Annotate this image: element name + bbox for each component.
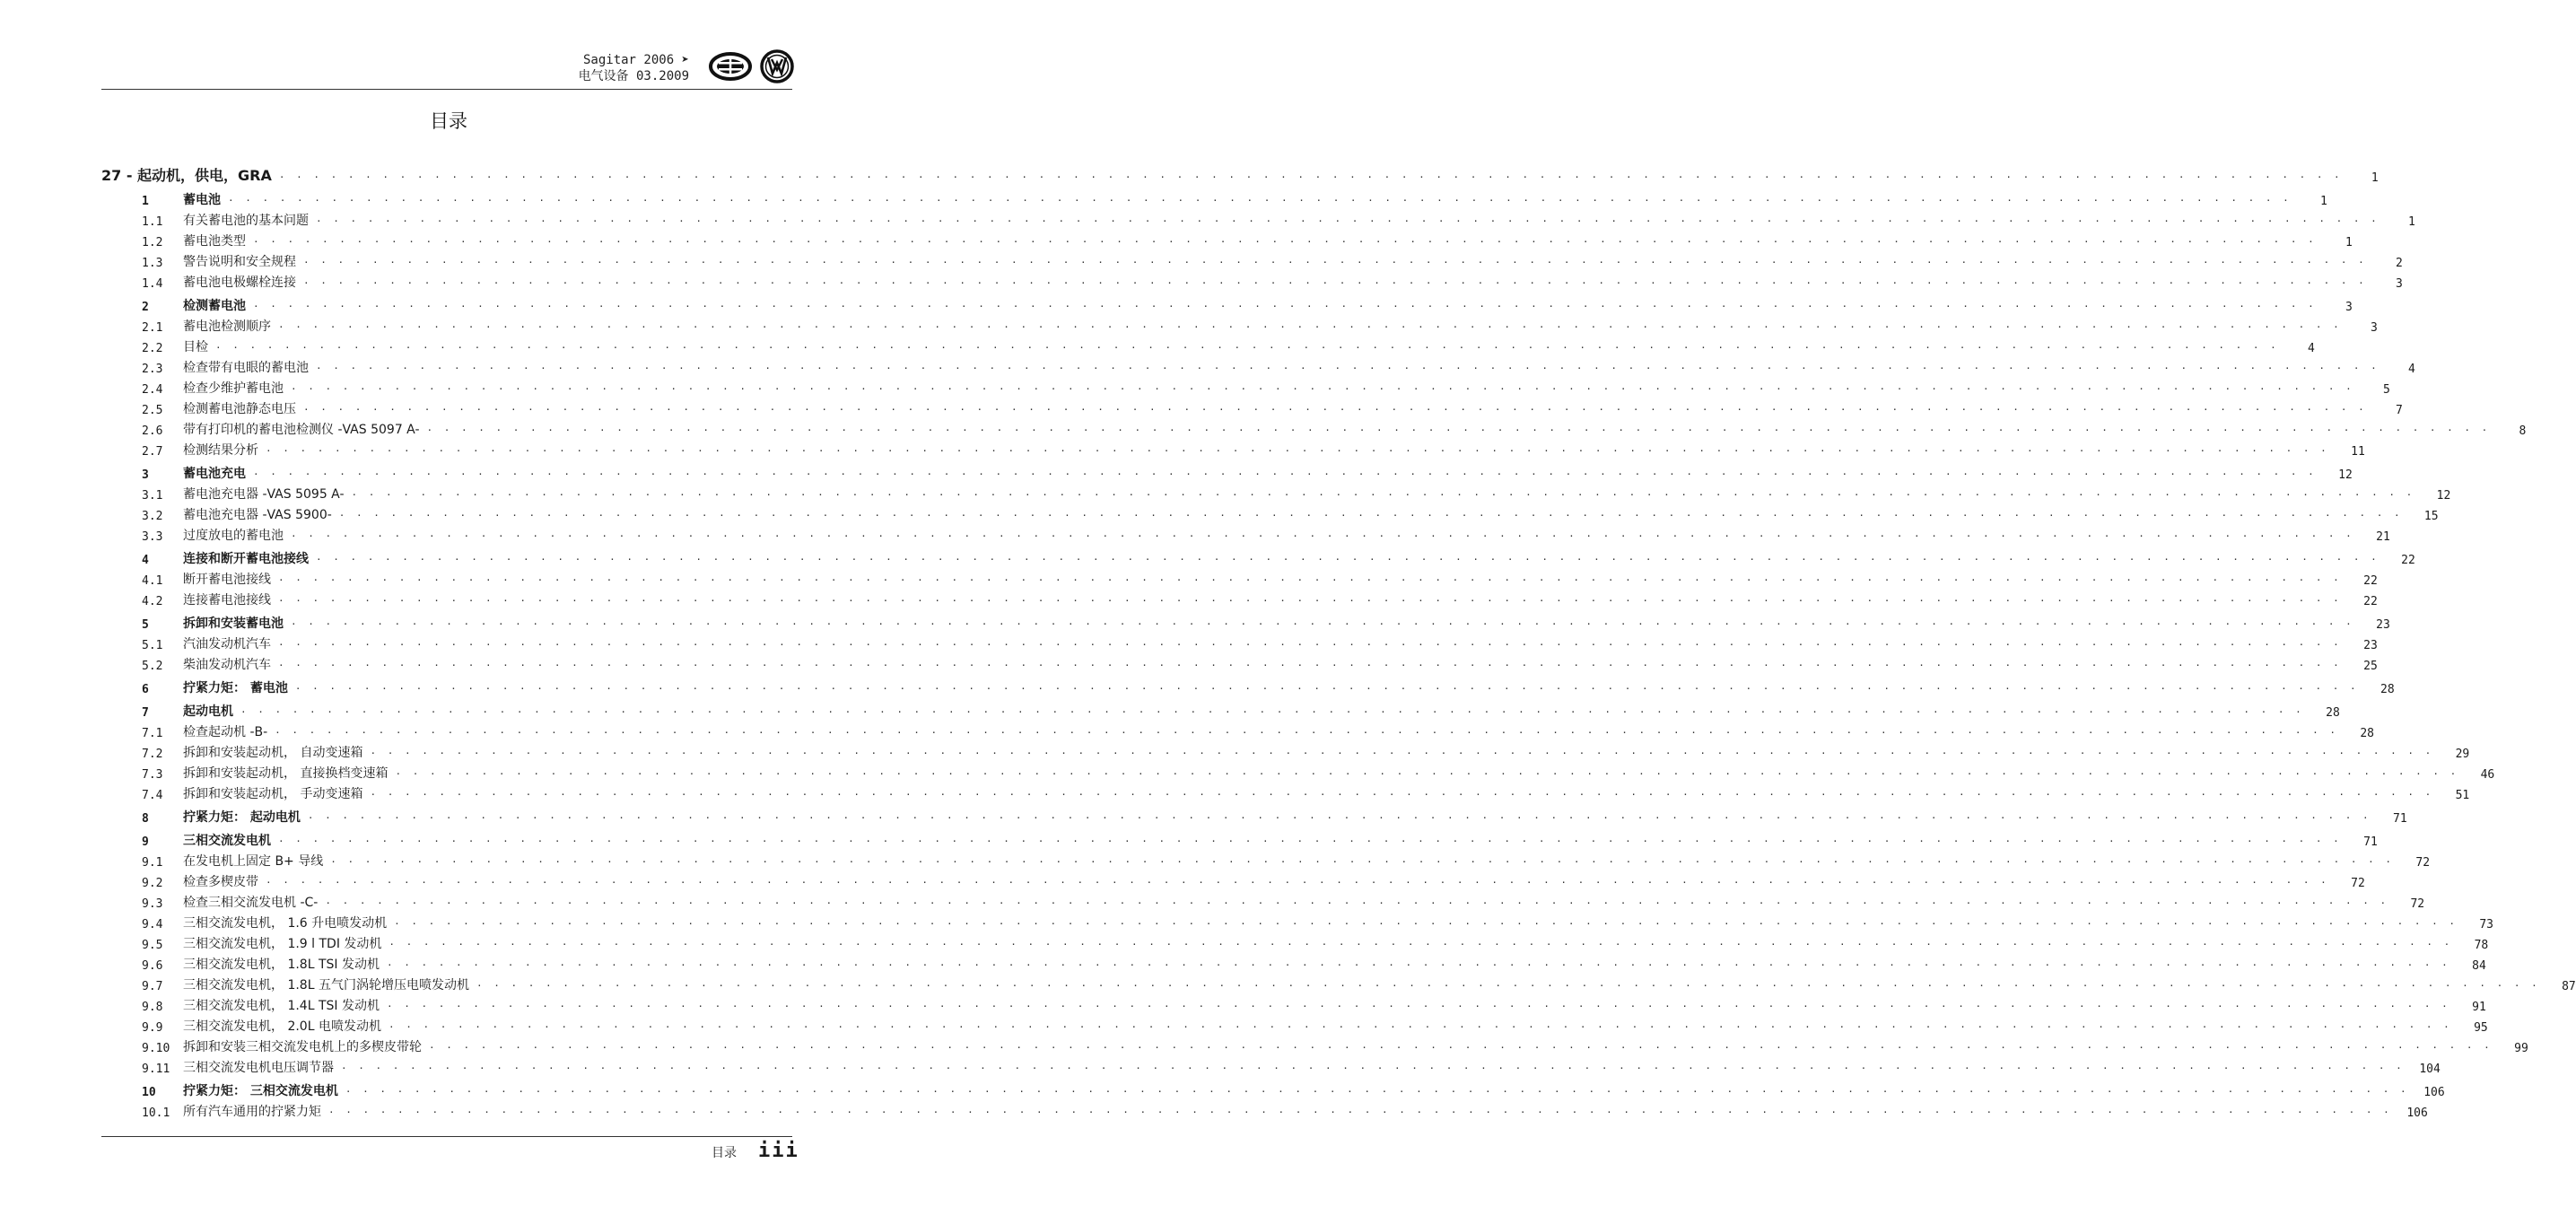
toc-dot-leader: . . . . . . . . . . . . . . . . . . . . . . . . . . . . . . . . . . . . . . . . . . . . . . . . . . . . . . . . . . . . . . . . . . . . . . . . . . . . . . . . . . . . . . . . . . . . . . . . . . . . . . . . . . . . . . . . . . . . . . . . xyxy=(370,745,2434,757)
toc-entry-title: 柴油发动机汽车 xyxy=(183,658,271,672)
toc-entry[interactable] xyxy=(101,567,2378,588)
table-of-contents xyxy=(101,156,2576,1120)
toc-entry-page: 72 xyxy=(2415,856,2431,870)
toc-dot-leader: . . . . . . . . . . . . . . . . . . . . . . . . . . . . . . . . . . . . . . . . . . . . . . . . . . . . . . . . . . . . . . . . . . . . . . . . . . . . . . . . . . . . . . . . . . . . . . . . . . . . . . . . . . . . . . . . . . . . . . . . xyxy=(291,616,2354,627)
toc-entry-number: 9 xyxy=(142,835,149,849)
toc-dot-leader: . . . . . . . . . . . . . . . . . . . . . . . . . . . . . . . . . . . . . . . . . . . . . . . . . . . . . . . . . . . . . . . . . . . . . . . . . . . . . . . . . . . . . . . . . . . . . . . . . . . . . . . . . . . . . . . . . . . . . . . . xyxy=(426,422,2491,433)
toc-entry-page: 91 xyxy=(2472,1001,2486,1014)
toc-entry-number: 7.2 xyxy=(142,748,163,761)
toc-entry-number: 7.1 xyxy=(142,727,163,740)
toc-dot-leader: . . . . . . . . . . . . . . . . . . . . . . . . . . . . . . . . . . . . . . . . . . . . . . . . . . . . . . . . . . . . . . . . . . . . . . . . . . . . . . . . . . . . . . . . . . . . . . . . . . . . . . . . . . . . . . . . . . . . . . . . xyxy=(303,401,2367,413)
toc-entry-title: 三相交流发电机， 1.9 l TDI 发动机 xyxy=(183,937,382,951)
toc-entry-title: 过度放电的蓄电池 xyxy=(183,529,284,543)
toc-entry[interactable] xyxy=(101,291,2353,314)
toc-entry[interactable] xyxy=(101,931,2489,952)
toc-entry[interactable] xyxy=(101,802,2407,826)
toc-dot-leader: . . . . . . . . . . . . . . . . . . . . . . . . . . . . . . . . . . . . . . . . . . . . . . . . . . . . . . . . . . . . . . . . . . . . . . . . . . . . . . . . . . . . . . . . . . . . . . . . . . . . . . . . . . . . . . . . . . . . . . . . xyxy=(388,1019,2452,1030)
toc-entry-number: 9.4 xyxy=(142,918,163,931)
toc-entry-title: 检测蓄电池静态电压 xyxy=(183,402,296,416)
toc-entry-page: 1 xyxy=(2407,215,2415,229)
toc-entry-number: 4.1 xyxy=(142,574,163,588)
toc-entry-title: 汽油发动机汽车 xyxy=(183,637,271,652)
toc-entry-number: 3.2 xyxy=(142,510,163,523)
toc-entry-page: 2 xyxy=(2395,257,2403,270)
toc-entry-title: 三相交流发电机， 1.8L TSI 发动机 xyxy=(183,958,380,972)
toc-entry-title: 连接蓄电池接线 xyxy=(183,593,271,608)
toc-dot-leader: . . . . . . . . . . . . . . . . . . . . . . . . . . . . . . . . . . . . . . . . . . . . . . . . . . . . . . . . . . . . . . . . . . . . . . . . . . . . . . . . . . . . . . . . . . . . . . . . . . . . . . . . . . . . . . . . . . . . . . . . xyxy=(370,786,2434,798)
toc-entry[interactable] xyxy=(101,652,2378,673)
toc-dot-leader: . . . . . . . . . . . . . . . . . . . . . . . . . . . . . . . . . . . . . . . . . . . . . . . . . . . . . . . . . . . . . . . . . . . . . . . . . . . . . . . . . . . . . . . . . . . . . . . . . . . . . . . . . . . . . . . . . . . . . . . . xyxy=(278,833,2342,844)
toc-entry[interactable] xyxy=(101,208,2415,229)
toc-entry-title: 拧紧力矩： 起动电机 xyxy=(183,810,301,825)
toc-entry-number: 7 xyxy=(142,706,149,720)
toc-dot-leader: . . . . . . . . . . . . . . . . . . . . . . . . . . . . . . . . . . . . . . . . . . . . . . . . . . . . . . . . . . . . . . . . . . . . . . . . . . . . . . . . . . . . . . . . . . . . . . . . . . . . . . . . . . . . . . . . . . . . . . . . xyxy=(291,380,2354,392)
toc-dot-leader: . . . . . . . . . . . . . . . . . . . . . . . . . . . . . . . . . . . . . . . . . . . . . . . . . . . . . . . . . . . . . . . . . . . . . . . . . . . . . . . . . . . . . . . . . . . . . . . . . . . . . . . . . . . . . . . . . . . . . . . . xyxy=(240,704,2304,715)
header-divider xyxy=(101,89,792,90)
toc-entry-title: 三相交流发电机， 2.0L 电喷发动机 xyxy=(183,1019,381,1034)
toc-entry-title: 带有打印机的蓄电池检测仪 -VAS 5097 A- xyxy=(183,423,420,437)
toc-entry-title: 蓄电池充电器 -VAS 5095 A- xyxy=(183,487,345,502)
toc-entry[interactable] xyxy=(101,696,2340,720)
toc-entry-number: 2.4 xyxy=(142,383,163,397)
toc-entry[interactable] xyxy=(101,523,2390,544)
toc-entry-number: 9.2 xyxy=(142,877,163,890)
toc-entry-number: 5.1 xyxy=(142,639,163,652)
toc-entry-title: 蓄电池检测顺序 xyxy=(183,319,271,334)
toc-dot-leader: . . . . . . . . . . . . . . . . . . . . . . . . . . . . . . . . . . . . . . . . . . . . . . . . . . . . . . . . . . . . . . . . . . . . . . . . . . . . . . . . . . . . . . . . . . . . . . . . . . . . . . . . . . . . . . . . . . . . . . . . xyxy=(253,466,2317,477)
toc-entry[interactable] xyxy=(101,673,2395,696)
toc-dot-leader: . . . . . . . . . . . . . . . . . . . . . . . . . . . . . . . . . . . . . . . . . . . . . . . . . . . . . . . . . . . . . . . . . . . . . . . . . . . . . . . . . . . . . . . . . . . . . . . . . . . . . . . . . . . . . . . . . . . . . . . . xyxy=(278,636,2342,648)
toc-dot-leader: . . . . . . . . . . . . . . . . . . . . . . . . . . . . . . . . . . . . . . . . . . . . . . . . . . . . . . . . . . . . . . . . . . . . . . . . . . . . . . . . . . . . . . . . . . . . . . . . . . . . . . . . . . . . . . . . . . . . . . . . xyxy=(307,809,2371,821)
toc-entry-page: 3 xyxy=(2345,301,2353,314)
toc-entry[interactable] xyxy=(101,608,2390,632)
toc-entry-number: 9.7 xyxy=(142,980,163,993)
toc-entry[interactable] xyxy=(101,355,2415,376)
toc-entry-number: 8 xyxy=(142,812,149,826)
toc-entry[interactable] xyxy=(101,270,2403,291)
toc-dot-leader: . . . . . . . . . . . . . . . . . . . . . . . . . . . . . . . . . . . . . . . . . . . . . . . . . . . . . . . . . . . . . . . . . . . . . . . . . . . . . . . . . . . . . . . . . . . . . . . . . . . . . . . . . . . . . . . . . . . . . . . . xyxy=(266,874,2329,886)
toc-dot-leader: . . . . . . . . . . . . . . . . . . . . . . . . . . . . . . . . . . . . . . . . . . . . . . . . . . . . . . . . . . . . . . . . . . . . . . . . . . . . . . . . . . . . . . . . . . . . . . . . . . . . . . . . . . . . . . . . . . . . . . . . xyxy=(316,213,2380,224)
toc-entry-title: 拆卸和安装蓄电池 xyxy=(183,617,284,631)
toc-entry[interactable] xyxy=(101,1035,2528,1055)
toc-entry-page: 1 xyxy=(2345,236,2353,249)
toc-entry-number: 1.4 xyxy=(142,277,163,291)
toc-entry-number: 6 xyxy=(142,683,149,696)
toc-entry-page: 106 xyxy=(2423,1086,2445,1099)
toc-entry[interactable] xyxy=(101,376,2390,397)
toc-entry-number: 1.3 xyxy=(142,257,163,270)
toc-entry-title: 三相交流发电机， 1.8L 五气门涡轮增压电喷发动机 xyxy=(183,978,469,993)
toc-entry-title: 检查带有电眼的蓄电池 xyxy=(183,361,309,375)
toc-entry[interactable] xyxy=(101,890,2425,911)
toc-dot-leader: . . . . . . . . . . . . . . . . . . . . . . . . . . . . . . . . . . . . . . . . . . . . . . . . . . . . . . . . . . . . . . . . . . . . . . . . . . . . . . . . . . . . . . . . . . . . . . . . . . . . . . . . . . . . . . . . . . . . . . . . xyxy=(429,1039,2493,1051)
toc-entry[interactable] xyxy=(101,229,2353,249)
toc-entry[interactable] xyxy=(101,826,2378,849)
toc-entry-title: 检查三相交流发电机 -C- xyxy=(183,896,319,910)
toc-entry-page: 104 xyxy=(2419,1063,2441,1076)
toc-entry[interactable] xyxy=(101,156,2379,185)
toc-entry-title: 蓄电池充电器 -VAS 5900- xyxy=(183,508,332,522)
toc-entry-title: 蓄电池充电 xyxy=(183,467,246,481)
toc-entry-number: 9.6 xyxy=(142,959,163,973)
toc-entry-number: 4 xyxy=(142,554,149,567)
toc-dot-leader: . . . . . . . . . . . . . . . . . . . . . . . . . . . . . . . . . . . . . . . . . . . . . . . . . . . . . . . . . . . . . . . . . . . . . . . . . . . . . . . . . . . . . . . . . . . . . . . . . . . . . . . . . . . . . . . . . . . . . . . . xyxy=(386,957,2450,968)
toc-entry[interactable] xyxy=(101,459,2353,482)
toc-entry[interactable] xyxy=(101,740,2470,761)
toc-dot-leader: . . . . . . . . . . . . . . . . . . . . . . . . . . . . . . . . . . . . . . . . . . . . . . . . . . . . . . . . . . . . . . . . . . . . . . . . . . . . . . . . . . . . . . . . . . . . . . . . . . . . . . . . . . . . . . . . . . . . . . . . xyxy=(338,507,2403,519)
toc-dot-leader: . . . . . . . . . . . . . . . . . . . . . . . . . . . . . . . . . . . . . . . . . . . . . . . . . . . . . . . . . . . . . . . . . . . . . . . . . . . . . . . . . . . . . . . . . . . . . . . . . . . . . . . . . . . . . . . . . . . . . . . . xyxy=(278,169,2343,180)
toc-entry-page: 95 xyxy=(2474,1021,2488,1035)
toc-entry-page: 71 xyxy=(2393,812,2407,826)
toc-entry-number: 1 xyxy=(142,195,149,208)
toc-entry-page: 1 xyxy=(2371,171,2379,185)
page-title: 目录 xyxy=(430,110,467,132)
toc-dot-leader: . . . . . . . . . . . . . . . . . . . . . . . . . . . . . . . . . . . . . . . . . . . . . . . . . . . . . . . . . . . . . . . . . . . . . . . . . . . . . . . . . . . . . . . . . . . . . . . . . . . . . . . . . . . . . . . . . . . . . . . . xyxy=(476,977,2540,989)
toc-entry-title: 拆卸和安装三相交流发电机上的多楔皮带轮 xyxy=(183,1040,422,1054)
toc-entry-title: 断开蓄电池接线 xyxy=(183,573,271,587)
toc-entry-page: 22 xyxy=(2363,574,2378,588)
toc-entry-page: 25 xyxy=(2363,660,2378,673)
toc-entry-page: 28 xyxy=(2360,727,2374,740)
toc-entry-page: 28 xyxy=(2380,683,2395,696)
toc-dot-leader: . . . . . . . . . . . . . . . . . . . . . . . . . . . . . . . . . . . . . . . . . . . . . . . . . . . . . . . . . . . . . . . . . . . . . . . . . . . . . . . . . . . . . . . . . . . . . . . . . . . . . . . . . . . . . . . . . . . . . . . . xyxy=(294,680,2359,692)
toc-entry-title: 蓄电池 xyxy=(183,193,221,207)
toc-entry[interactable] xyxy=(101,782,2470,802)
toc-entry-title: 目检 xyxy=(183,340,208,354)
toc-entry[interactable] xyxy=(101,417,2527,438)
toc-entry-number: 7.3 xyxy=(142,768,163,782)
toc-entry-page: 23 xyxy=(2376,618,2390,632)
toc-entry-number: 10.1 xyxy=(142,1106,170,1120)
toc-entry-page: 12 xyxy=(2436,489,2451,503)
toc-entry-number: 2 xyxy=(142,301,149,314)
toc-entry[interactable] xyxy=(101,544,2415,567)
toc-entry-number: 9.5 xyxy=(142,939,163,952)
header-model: Sagitar 2006 ➤ xyxy=(582,53,689,67)
header-section-date: 电气设备 03.2009 xyxy=(578,69,689,83)
faw-logo-icon xyxy=(711,54,750,79)
toc-dot-leader: . . . . . . . . . . . . . . . . . . . . . . . . . . . . . . . . . . . . . . . . . . . . . . . . . . . . . . . . . . . . . . . . . . . . . . . . . . . . . . . . . . . . . . . . . . . . . . . . . . . . . . . . . . . . . . . . . . . . . . . . xyxy=(351,486,2415,498)
toc-entry[interactable] xyxy=(101,335,2315,355)
toc-entry-title: 检测结果分析 xyxy=(183,443,258,458)
toc-dot-leader: . . . . . . . . . . . . . . . . . . . . . . . . . . . . . . . . . . . . . . . . . . . . . . . . . . . . . . . . . . . . . . . . . . . . . . . . . . . . . . . . . . . . . . . . . . . . . . . . . . . . . . . . . . . . . . . . . . . . . . . . xyxy=(394,915,2458,927)
toc-entry-number: 9.8 xyxy=(142,1001,163,1014)
toc-entry-number: 7.4 xyxy=(142,789,163,802)
toc-entry-number: 10 xyxy=(142,1086,156,1099)
toc-entry-page: 72 xyxy=(2351,877,2365,890)
toc-dot-leader: . . . . . . . . . . . . . . . . . . . . . . . . . . . . . . . . . . . . . . . . . . . . . . . . . . . . . . . . . . . . . . . . . . . . . . . . . . . . . . . . . . . . . . . . . . . . . . . . . . . . . . . . . . . . . . . . . . . . . . . . xyxy=(278,319,2342,330)
toc-entry-number: 5 xyxy=(142,618,149,632)
toc-entry-number: 2.2 xyxy=(142,342,163,355)
toc-entry[interactable] xyxy=(101,1076,2445,1099)
toc-entry-number: 1.1 xyxy=(142,215,163,229)
toc-entry[interactable] xyxy=(101,973,2576,993)
toc-entry-page: 21 xyxy=(2376,530,2390,544)
toc-entry-title: 检查少维护蓄电池 xyxy=(183,381,284,396)
toc-entry-number: 9.10 xyxy=(142,1042,170,1055)
toc-dot-leader: . . . . . . . . . . . . . . . . . . . . . . . . . . . . . . . . . . . . . . . . . . . . . . . . . . . . . . . . . . . . . . . . . . . . . . . . . . . . . . . . . . . . . . . . . . . . . . . . . . . . . . . . . . . . . . . . . . . . . . . . xyxy=(386,998,2450,1010)
toc-entry-title: 所有汽车通用的拧紧力矩 xyxy=(183,1105,321,1119)
toc-entry-page: 51 xyxy=(2455,789,2470,802)
toc-entry-page: 15 xyxy=(2423,510,2439,523)
toc-dot-leader: . . . . . . . . . . . . . . . . . . . . . . . . . . . . . . . . . . . . . . . . . . . . . . . . . . . . . . . . . . . . . . . . . . . . . . . . . . . . . . . . . . . . . . . . . . . . . . . . . . . . . . . . . . . . . . . . . . . . . . . . xyxy=(389,936,2453,948)
toc-entry-page: 28 xyxy=(2326,706,2340,720)
toc-dot-leader: . . . . . . . . . . . . . . . . . . . . . . . . . . . . . . . . . . . . . . . . . . . . . . . . . . . . . . . . . . . . . . . . . . . . . . . . . . . . . . . . . . . . . . . . . . . . . . . . . . . . . . . . . . . . . . . . . . . . . . . . xyxy=(278,572,2342,583)
toc-entry-title: 拆卸和安装起动机， 手动变速箱 xyxy=(183,787,363,801)
toc-entry-page: 99 xyxy=(2514,1042,2528,1055)
toc-entry[interactable] xyxy=(101,870,2365,890)
toc-entry-title: 在发电机上固定 B+ 导线 xyxy=(183,854,324,869)
toc-entry[interactable] xyxy=(101,911,2493,931)
vw-logo-icon xyxy=(762,51,792,82)
toc-entry-page: 29 xyxy=(2455,748,2470,761)
toc-dot-leader: . . . . . . . . . . . . . . . . . . . . . . . . . . . . . . . . . . . . . . . . . . . . . . . . . . . . . . . . . . . . . . . . . . . . . . . . . . . . . . . . . . . . . . . . . . . . . . . . . . . . . . . . . . . . . . . . . . . . . . . . xyxy=(228,192,2292,204)
toc-entry-title: 连接和断开蓄电池接线 xyxy=(183,552,309,566)
footer-divider xyxy=(101,1136,792,1137)
toc-entry-number: 3.3 xyxy=(142,530,163,544)
toc-dot-leader: . . . . . . . . . . . . . . . . . . . . . . . . . . . . . . . . . . . . . . . . . . . . . . . . . . . . . . . . . . . . . . . . . . . . . . . . . . . . . . . . . . . . . . . . . . . . . . . . . . . . . . . . . . . . . . . . . . . . . . . . xyxy=(341,1060,2405,1071)
toc-entry[interactable] xyxy=(101,849,2431,870)
toc-entry[interactable] xyxy=(101,588,2378,608)
toc-entry-page: 84 xyxy=(2472,959,2486,973)
toc-entry-page: 4 xyxy=(2407,363,2415,376)
toc-dot-leader: . . . . . . . . . . . . . . . . . . . . . . . . . . . . . . . . . . . . . . . . . . . . . . . . . . . . . . . . . . . . . . . . . . . . . . . . . . . . . . . . . . . . . . . . . . . . . . . . . . . . . . . . . . . . . . . . . . . . . . . . xyxy=(316,360,2380,372)
toc-dot-leader: . . . . . . . . . . . . . . . . . . . . . . . . . . . . . . . . . . . . . . . . . . . . . . . . . . . . . . . . . . . . . . . . . . . . . . . . . . . . . . . . . . . . . . . . . . . . . . . . . . . . . . . . . . . . . . . . . . . . . . . . xyxy=(266,442,2329,454)
toc-entry-title: 有关蓄电池的基本问题 xyxy=(183,214,309,228)
toc-dot-leader: . . . . . . . . . . . . . . . . . . . . . . . . . . . . . . . . . . . . . . . . . . . . . . . . . . . . . . . . . . . . . . . . . . . . . . . . . . . . . . . . . . . . . . . . . . . . . . . . . . . . . . . . . . . . . . . . . . . . . . . . xyxy=(330,853,2395,865)
toc-entry[interactable] xyxy=(101,720,2374,740)
toc-entry[interactable] xyxy=(101,952,2486,973)
toc-entry[interactable] xyxy=(101,1014,2488,1035)
toc-entry-title: 三相交流发电机电压调节器 xyxy=(183,1061,334,1075)
toc-entry-page: 3 xyxy=(2370,321,2378,335)
toc-entry-number: 2.1 xyxy=(142,321,163,335)
toc-dot-leader: . . . . . . . . . . . . . . . . . . . . . . . . . . . . . . . . . . . . . . . . . . . . . . . . . . . . . . . . . . . . . . . . . . . . . . . . . . . . . . . . . . . . . . . . . . . . . . . . . . . . . . . . . . . . . . . . . . . . . . . . xyxy=(253,298,2317,310)
toc-entry-number: 3.1 xyxy=(142,489,163,503)
toc-dot-leader: . . . . . . . . . . . . . . . . . . . . . . . . . . . . . . . . . . . . . . . . . . . . . . . . . . . . . . . . . . . . . . . . . . . . . . . . . . . . . . . . . . . . . . . . . . . . . . . . . . . . . . . . . . . . . . . . . . . . . . . . xyxy=(303,254,2367,266)
toc-entry-page: 78 xyxy=(2474,939,2489,952)
toc-entry-page: 46 xyxy=(2480,768,2495,782)
toc-entry[interactable] xyxy=(101,314,2378,335)
toc-entry[interactable] xyxy=(101,1055,2441,1076)
toc-entry-title: 三相交流发电机， 1.6 升电喷发动机 xyxy=(183,916,388,931)
toc-dot-leader: . . . . . . . . . . . . . . . . . . . . . . . . . . . . . . . . . . . . . . . . . . . . . . . . . . . . . . . . . . . . . . . . . . . . . . . . . . . . . . . . . . . . . . . . . . . . . . . . . . . . . . . . . . . . . . . . . . . . . . . . xyxy=(291,528,2354,539)
toc-entry-number: 9.1 xyxy=(142,856,163,870)
toc-entry[interactable] xyxy=(101,185,2327,208)
toc-entry-number: 3 xyxy=(142,468,149,482)
toc-entry-page: 22 xyxy=(2401,554,2415,567)
toc-entry[interactable] xyxy=(101,632,2378,652)
toc-entry-page: 12 xyxy=(2338,468,2353,482)
toc-entry[interactable] xyxy=(101,761,2495,782)
toc-entry[interactable] xyxy=(101,482,2451,503)
toc-dot-leader: . . . . . . . . . . . . . . . . . . . . . . . . . . . . . . . . . . . . . . . . . . . . . . . . . . . . . . . . . . . . . . . . . . . . . . . . . . . . . . . . . . . . . . . . . . . . . . . . . . . . . . . . . . . . . . . . . . . . . . . . xyxy=(325,895,2389,906)
toc-dot-leader: . . . . . . . . . . . . . . . . . . . . . . . . . . . . . . . . . . . . . . . . . . . . . . . . . . . . . . . . . . . . . . . . . . . . . . . . . . . . . . . . . . . . . . . . . . . . . . . . . . . . . . . . . . . . . . . . . . . . . . . . xyxy=(278,657,2342,669)
toc-dot-leader: . . . . . . . . . . . . . . . . . . . . . . . . . . . . . . . . . . . . . . . . . . . . . . . . . . . . . . . . . . . . . . . . . . . . . . . . . . . . . . . . . . . . . . . . . . . . . . . . . . . . . . . . . . . . . . . . . . . . . . . . xyxy=(278,592,2342,604)
toc-entry-title: 三相交流发电机， 1.4L TSI 发动机 xyxy=(183,999,380,1013)
toc-dot-leader: . . . . . . . . . . . . . . . . . . . . . . . . . . . . . . . . . . . . . . . . . . . . . . . . . . . . . . . . . . . . . . . . . . . . . . . . . . . . . . . . . . . . . . . . . . . . . . . . . . . . . . . . . . . . . . . . . . . . . . . . xyxy=(316,551,2380,563)
toc-entry-title: 27 - 起动机，供电，GRA xyxy=(101,167,272,184)
toc-entry-number: 2.6 xyxy=(142,424,163,438)
footer-page-number: iii xyxy=(758,1140,799,1162)
toc-entry-number: 2.3 xyxy=(142,363,163,376)
toc-entry-page: 8 xyxy=(2519,424,2527,438)
toc-entry-number: 9.11 xyxy=(142,1063,170,1076)
toc-dot-leader: . . . . . . . . . . . . . . . . . . . . . . . . . . . . . . . . . . . . . . . . . . . . . . . . . . . . . . . . . . . . . . . . . . . . . . . . . . . . . . . . . . . . . . . . . . . . . . . . . . . . . . . . . . . . . . . . . . . . . . . . xyxy=(215,339,2279,351)
toc-entry-title: 蓄电池电极螺栓连接 xyxy=(183,276,296,290)
toc-dot-leader: . . . . . . . . . . . . . . . . . . . . . . . . . . . . . . . . . . . . . . . . . . . . . . . . . . . . . . . . . . . . . . . . . . . . . . . . . . . . . . . . . . . . . . . . . . . . . . . . . . . . . . . . . . . . . . . . . . . . . . . . xyxy=(395,765,2459,777)
toc-entry-title: 警告说明和安全规程 xyxy=(183,255,296,269)
toc-entry-page: 7 xyxy=(2395,404,2403,417)
toc-entry-title: 拆卸和安装起动机， 自动变速箱 xyxy=(183,746,363,760)
toc-entry[interactable] xyxy=(101,503,2439,523)
toc-entry-page: 22 xyxy=(2363,595,2378,608)
toc-entry-page: 73 xyxy=(2479,918,2493,931)
toc-entry-title: 起动电机 xyxy=(183,704,233,719)
toc-dot-leader: . . . . . . . . . . . . . . . . . . . . . . . . . . . . . . . . . . . . . . . . . . . . . . . . . . . . . . . . . . . . . . . . . . . . . . . . . . . . . . . . . . . . . . . . . . . . . . . . . . . . . . . . . . . . . . . . . . . . . . . . xyxy=(253,233,2317,245)
toc-entry[interactable] xyxy=(101,993,2486,1014)
toc-entry-title: 检测蓄电池 xyxy=(183,299,246,313)
toc-dot-leader: . . . . . . . . . . . . . . . . . . . . . . . . . . . . . . . . . . . . . . . . . . . . . . . . . . . . . . . . . . . . . . . . . . . . . . . . . . . . . . . . . . . . . . . . . . . . . . . . . . . . . . . . . . . . . . . . . . . . . . . . xyxy=(328,1104,2392,1115)
toc-entry-number: 2.7 xyxy=(142,445,163,459)
brand-logos xyxy=(709,48,795,84)
footer-label: 目录 xyxy=(712,1146,737,1160)
toc-entry-title: 蓄电池类型 xyxy=(183,234,246,249)
toc-entry-number: 4.2 xyxy=(142,595,163,608)
toc-entry-page: 11 xyxy=(2351,445,2365,459)
toc-entry[interactable] xyxy=(101,438,2365,459)
toc-entry-number: 2.5 xyxy=(142,404,163,417)
toc-entry[interactable] xyxy=(101,1099,2428,1120)
toc-entry[interactable] xyxy=(101,397,2403,417)
toc-entry-title: 拧紧力矩： 三相交流发电机 xyxy=(183,1084,338,1098)
toc-entry-page: 5 xyxy=(2382,383,2390,397)
toc-entry-page: 23 xyxy=(2363,639,2378,652)
toc-entry-number: 9.9 xyxy=(142,1021,163,1035)
toc-entry-page: 106 xyxy=(2406,1106,2428,1120)
toc-entry-page: 4 xyxy=(2307,342,2315,355)
toc-entry-number: 5.2 xyxy=(142,660,163,673)
toc-entry-page: 72 xyxy=(2410,897,2425,911)
toc-dot-leader: . . . . . . . . . . . . . . . . . . . . . . . . . . . . . . . . . . . . . . . . . . . . . . . . . . . . . . . . . . . . . . . . . . . . . . . . . . . . . . . . . . . . . . . . . . . . . . . . . . . . . . . . . . . . . . . . . . . . . . . . xyxy=(345,1083,2409,1095)
toc-entry-title: 拆卸和安装起动机， 直接换档变速箱 xyxy=(183,766,389,781)
toc-entry-title: 三相交流发电机 xyxy=(183,834,271,848)
toc-entry-title: 检查起动机 -B- xyxy=(183,725,268,739)
toc-entry-number: 1.2 xyxy=(142,236,163,249)
toc-entry[interactable] xyxy=(101,249,2403,270)
toc-entry-title: 检查多楔皮带 xyxy=(183,875,258,889)
toc-dot-leader: . . . . . . . . . . . . . . . . . . . . . . . . . . . . . . . . . . . . . . . . . . . . . . . . . . . . . . . . . . . . . . . . . . . . . . . . . . . . . . . . . . . . . . . . . . . . . . . . . . . . . . . . . . . . . . . . . . . . . . . . xyxy=(275,724,2338,736)
toc-entry-page: 3 xyxy=(2395,277,2403,291)
toc-entry-page: 87 xyxy=(2562,980,2576,993)
toc-entry-number: 9.3 xyxy=(142,897,163,911)
toc-entry-page: 71 xyxy=(2363,835,2378,849)
toc-entry-page: 1 xyxy=(2319,195,2327,208)
toc-entry-title: 拧紧力矩： 蓄电池 xyxy=(183,681,288,695)
toc-dot-leader: . . . . . . . . . . . . . . . . . . . . . . . . . . . . . . . . . . . . . . . . . . . . . . . . . . . . . . . . . . . . . . . . . . . . . . . . . . . . . . . . . . . . . . . . . . . . . . . . . . . . . . . . . . . . . . . . . . . . . . . . xyxy=(303,275,2367,286)
document-header xyxy=(579,52,689,84)
